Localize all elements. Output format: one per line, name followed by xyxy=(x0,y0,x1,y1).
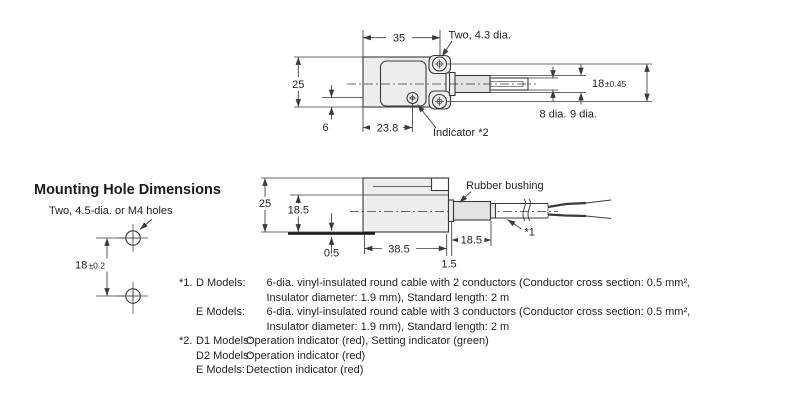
wire-top-tip xyxy=(586,200,611,203)
dim-6-label: 6 xyxy=(322,122,329,134)
dim-38-5-label: 38.5 xyxy=(388,243,410,256)
holes-leader-arrow xyxy=(442,41,452,57)
footnote-text: Detection indicator (red) xyxy=(246,364,364,376)
dim-35-label: 35 xyxy=(392,32,406,45)
mount-holes-leader-arrow xyxy=(140,219,152,230)
footnote-text: Insulator diameter: 1.9 mm), Standard length: 2 m xyxy=(266,320,510,333)
cable-ref-leader-arrow xyxy=(508,220,522,230)
mounting-holes-spec-label: Two, 4.5-dia. or M4 holes xyxy=(49,205,173,217)
bushing-tip-step xyxy=(491,204,496,219)
footnote-line xyxy=(179,320,690,335)
mounting-hole-view xyxy=(73,219,152,314)
footnote-model-label: D Models: xyxy=(196,277,246,289)
wire-top xyxy=(548,203,586,207)
dia-9-label: 9 dia. xyxy=(570,108,597,121)
body-rear-panel xyxy=(432,178,449,191)
footnote-line xyxy=(179,276,690,291)
indicator-label: Indicator *2 xyxy=(433,127,489,139)
footnote-line xyxy=(179,363,690,378)
footnote-text: Operation indicator (red) xyxy=(246,349,366,362)
dim-25-front-label: 25 xyxy=(292,79,305,91)
footnote-marker: *1. xyxy=(179,277,193,289)
dim-18-front-label: 18 xyxy=(592,78,605,90)
holes-label: Two, 4.3 dia. xyxy=(448,29,511,42)
rubber-bushing-side xyxy=(454,202,491,221)
side-view xyxy=(254,178,611,271)
cable-side xyxy=(496,199,612,221)
dim-18-5-side-label: 18.5 xyxy=(287,204,310,217)
mount-hole-bottom xyxy=(118,282,148,314)
footnote-model-label xyxy=(196,291,267,306)
dim-18-front-tol: ±0.45 xyxy=(605,79,627,89)
dim-23-8-label: 23.8 xyxy=(376,122,399,135)
dim-1-5-label: 1.5 xyxy=(441,258,457,271)
footnote-marker xyxy=(179,305,196,320)
wire-bottom xyxy=(548,215,586,217)
footnote-model-label: E Models: xyxy=(196,364,245,376)
footnote-model-label xyxy=(196,320,267,335)
dia-8-label: 8 dia. xyxy=(539,108,567,121)
wire-bottom-tip xyxy=(586,216,611,219)
footnote-model-label: E Models: xyxy=(196,306,245,318)
footnote-model-label: D1 Models: xyxy=(196,335,252,347)
dim-18-pitch-tol: ±0.2 xyxy=(88,260,105,271)
dim-bushing-18-5-label: 18.5 xyxy=(460,234,483,247)
footnote-marker xyxy=(179,349,196,364)
footnote-text: Operation indicator (red), Setting indicator (green) xyxy=(246,335,489,347)
mounting-section-title: Mounting Hole Dimensions xyxy=(34,182,221,198)
footnote-line xyxy=(179,305,690,320)
footnotes xyxy=(179,276,690,378)
footnote-text: 6-dia. vinyl-insulated round cable with 3 conductors (Conductor cross section: 0.5 mm², xyxy=(266,306,691,318)
cable-collar-side xyxy=(449,200,454,222)
footnote-line xyxy=(179,291,690,306)
footnote-marker xyxy=(179,363,196,378)
dim-25-side-label: 25 xyxy=(258,198,272,210)
footnote-marker xyxy=(179,320,196,335)
dim-0-5-label: 0.5 xyxy=(323,247,340,260)
footnote-text: 6-dia. vinyl-insulated round cable with 2 conductors (Conductor cross section: 0.5 mm², xyxy=(266,277,691,289)
footnote-marker: *2. xyxy=(179,335,193,347)
footnote-marker xyxy=(179,291,196,306)
bushing-leader-arrow xyxy=(460,192,472,203)
footnote-text: Insulator diameter: 1.9 mm), Standard length: 2 m xyxy=(266,291,510,304)
footnote-line xyxy=(179,334,690,349)
footnote-model-label: D2 Models: xyxy=(196,349,252,362)
rubber-bushing-label: Rubber bushing xyxy=(466,180,544,192)
cable-ref-label: *1 xyxy=(524,226,535,239)
front-view xyxy=(287,30,653,140)
footnote-line xyxy=(179,349,690,364)
dim-18-pitch-label: 18 xyxy=(75,259,88,272)
